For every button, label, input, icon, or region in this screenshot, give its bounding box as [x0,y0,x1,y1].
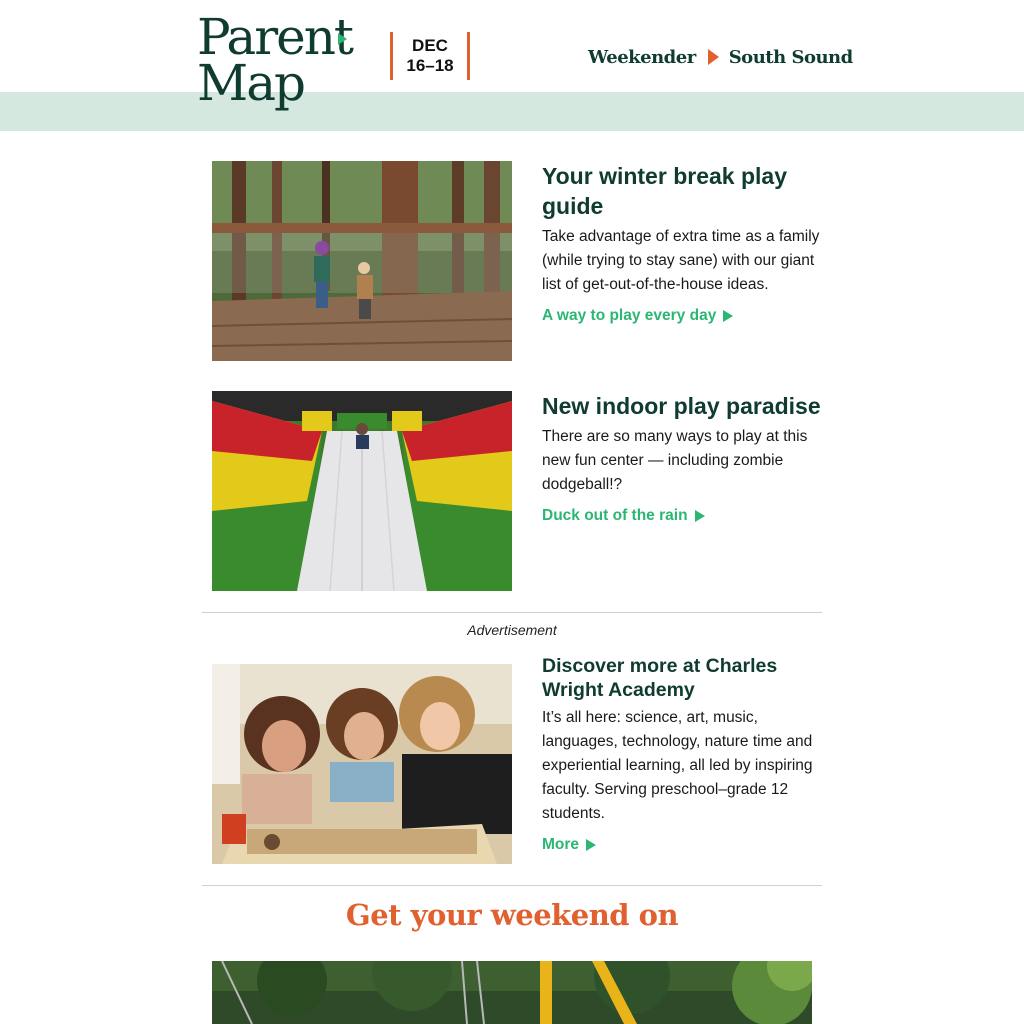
story-text [542,161,827,325]
story-link-label: A way to play every day [542,307,717,324]
ad-description: It’s all here: science, art, music, languages, technology, nature time and experiential learning, all led by inspiring faculty. Serving preschool–grade 12 students. [542,709,813,822]
play-arrow-icon [723,310,733,322]
play-arrow-icon [586,839,596,851]
play-arrow-icon [695,510,705,522]
ad-charles-wright [212,654,822,864]
story-winter-break [212,161,822,361]
advertisement-label: Advertisement [467,622,557,638]
logo-play-icon [338,33,347,45]
issue-date [390,32,470,80]
weekend-hero-image[interactable] [212,961,812,1024]
story-description: There are so many ways to play at this new fun center — including zombie dodgeball!? [542,428,808,493]
story-title[interactable]: New indoor play paradise [542,393,821,419]
ad-link[interactable] [542,836,596,854]
story-indoor-play [212,391,822,591]
story-text [542,391,827,525]
issue-date-month: DEC [412,36,448,55]
story-link-label: Duck out of the rain [542,507,688,524]
edition-label [588,44,853,70]
parentmap-logo[interactable] [197,8,357,122]
header-band [0,92,1024,131]
ad-title[interactable]: Discover more at Charles Wright Academy [542,655,778,701]
kids-forest-deck-photo-icon [212,161,512,361]
ad-link-label: More [542,836,580,853]
divider [202,885,822,886]
story-image[interactable] [212,391,512,591]
girls-at-table-photo-icon [212,664,512,864]
story-link[interactable] [542,507,705,525]
edition-name: Weekender [588,46,696,68]
story-description: Take advantage of extra time as a family (while trying to stay sane) with our giant list of get-out-of-the-house ideas. [542,228,820,293]
inflatable-slide-photo-icon [212,391,512,591]
section-heading: Get your weekend on [345,898,679,932]
issue-date-range: 16–18 [406,56,454,75]
logo-line-2: Map [197,54,305,112]
ad-text [542,654,827,854]
ad-image[interactable] [212,664,512,864]
divider [202,612,822,613]
story-title[interactable]: Your winter break play guide [542,163,787,219]
story-image[interactable] [212,161,512,361]
edition-region: South Sound [728,46,853,68]
swing-set-photo-icon [212,961,812,1024]
story-link[interactable] [542,307,733,325]
logo-line-1: Parent [197,8,352,66]
edition-arrow-icon [708,49,719,65]
